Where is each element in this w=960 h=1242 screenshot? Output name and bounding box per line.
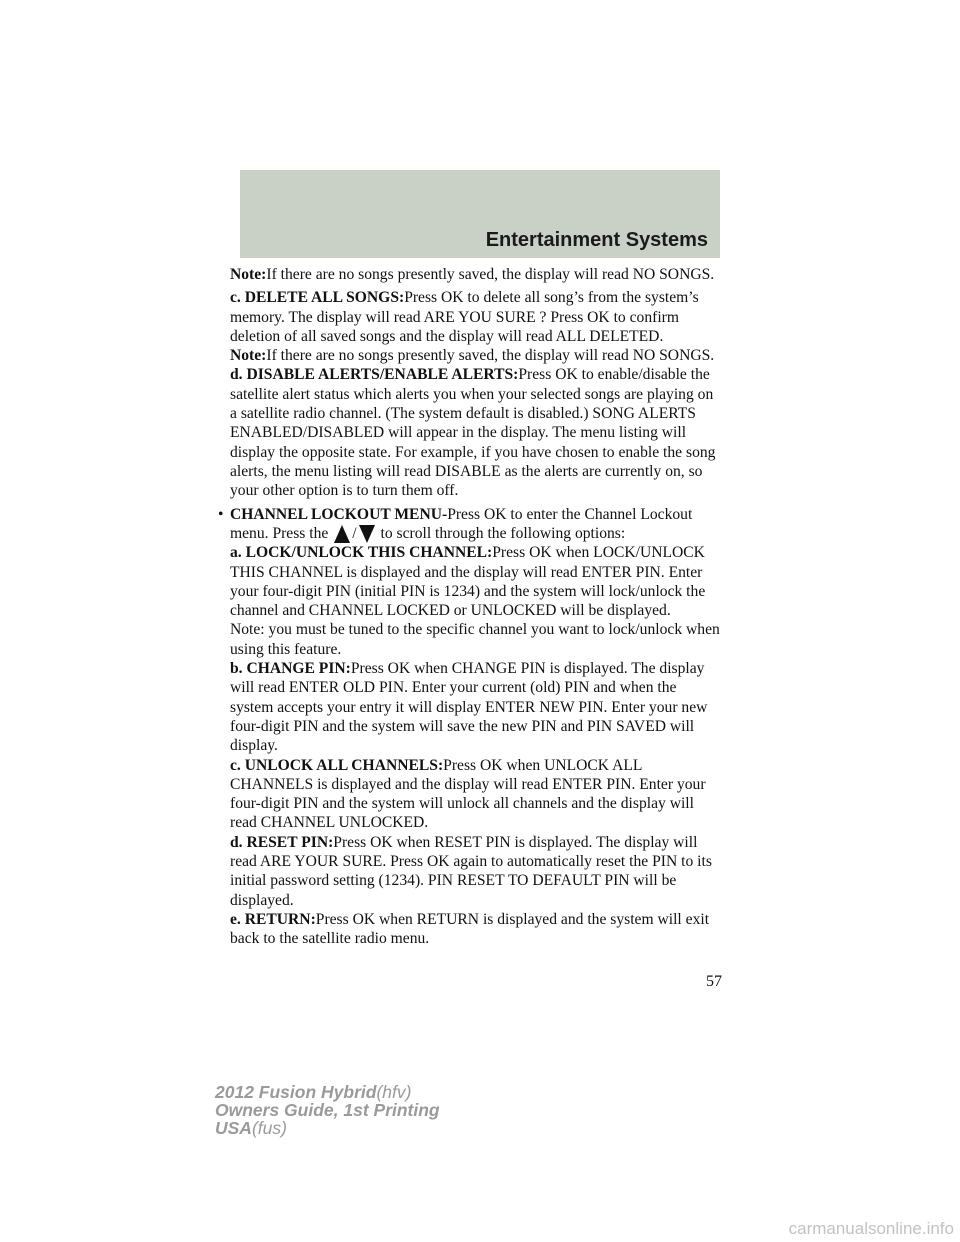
footer-imprint: 2012 Fusion Hybrid(hfv) Owners Guide, 1st Printing USA(fus)	[215, 1082, 440, 1138]
option-change-pin: b. CHANGE PIN:Press OK when CHANGE PIN is displayed. The display will read ENTER OLD PIN. Enter your current (old) PIN and when the system accepts your entry it will display ENTER NEW PIN. Enter your new four-digit PIN and the system will save the new PIN and PIN SAVED will display.	[230, 660, 708, 755]
page-number: 57	[706, 973, 722, 990]
channel-lockout-heading: CHANNEL LOCKOUT MENU-	[230, 505, 448, 523]
note-paragraph-1: Note:If there are no songs presently saved, the display will read NO SONGS.	[230, 266, 715, 283]
channel-lockout-bullet: • CHANNEL LOCKOUT MENU-Press OK to enter the Channel Lockout menu. Press the / to scroll through the following options:	[218, 505, 693, 542]
arrow-up-icon	[334, 525, 350, 543]
option-unlock-all: c. UNLOCK ALL CHANNELS:Press OK when UNLOCK ALL CHANNELS is displayed and the display will read ENTER PIN. Enter your four-digit PIN and the system will unlock all channels and the display will read CHANNEL UNLOCKED.	[230, 756, 706, 832]
bullet-symbol: •	[218, 505, 224, 523]
disable-alerts-paragraph: d. DISABLE ALERTS/ENABLE ALERTS:Press OK to enable/disable the satellite alert status which alerts you when your selected songs are playing on a satellite radio channel. (The system default is disabled.) SONG ALERTS ENABLED/DISABLED will appear in the display. The menu listing will display the opposite state. For example, if you have chosen to enable the song alerts, the menu listing will read DISABLE as the alerts are currently on, so your other option is to turn them off.	[230, 366, 716, 500]
note-paragraph-2: Note:If there are no songs presently saved, the display will read NO SONGS.	[230, 347, 715, 365]
option-return: e. RETURN:Press OK when RETURN is displayed and the system will exit back to the satellite radio menu.	[230, 910, 710, 948]
delete-all-songs-paragraph: c. DELETE ALL SONGS:Press OK to delete all song’s from the system’s memory. The display will read ARE YOU SURE ? Press OK to confirm deletion of all saved songs and the display will read ALL DELETED.	[230, 289, 699, 345]
option-lock-unlock: a. LOCK/UNLOCK THIS CHANNEL:Press OK when LOCK/UNLOCK THIS CHANNEL is displayed and the display will read ENTER PIN. Enter your four-digit PIN (initial PIN is 1234) and the system will lock/unlock the channel and CHANNEL LOCKED or UNLOCKED will be displayed.	[230, 544, 706, 620]
page-content	[218, 265, 722, 949]
section-title: Entertainment Systems	[485, 229, 708, 251]
arrow-down-icon	[359, 525, 375, 543]
header-band	[240, 170, 720, 258]
arrow-separator: /	[352, 524, 357, 542]
option-reset-pin: d. RESET PIN:Press OK when RESET PIN is displayed. The display will read ARE YOUR SURE. Press OK again to automatically reset the PIN to its initial password setting (1234). PIN RESET TO DEFAULT PIN will be displayed.	[230, 833, 712, 909]
option-note: Note: you must be tuned to the specific channel you want to lock/unlock when using this feature.	[230, 621, 720, 658]
watermark: carmanualsonline.info	[788, 1219, 954, 1238]
